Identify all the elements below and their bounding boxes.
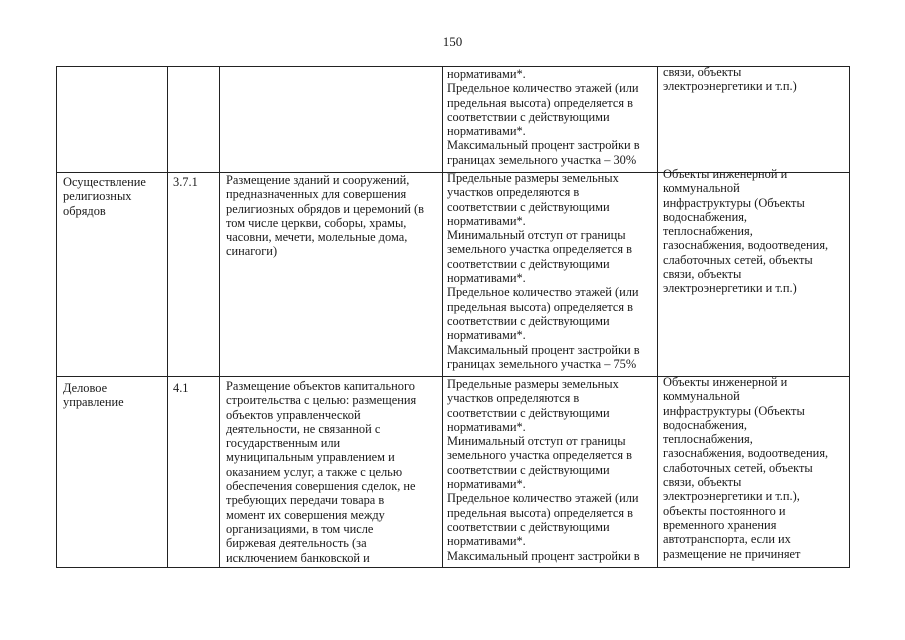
row-1-name-cell: Осуществление религиозных обрядов <box>63 175 146 218</box>
row-0-infrastructure-cell: связи, объекты электроэнергетики и т.п.) <box>663 65 797 94</box>
row-2-code-cell: 4.1 <box>173 381 189 395</box>
row-0-code-cell <box>173 68 217 171</box>
row-1-parameters-cell: Предельные размеры земельных участков определяются в соответствии с действующими нормативами*. Минимальный отступ от границы земельного участка определяется в соответствии с действующими нормативами*. Предельное количество этажей (или предельная высота) определяется в соответствии с действующими нормативами*. Максимальный процент застройки в границах земельного участка – 75% <box>447 171 640 371</box>
column-separator <box>219 67 220 567</box>
page-number: 150 <box>442 34 463 49</box>
row-1-infrastructure-cell: Объекты инженерной и коммунальной инфраструктуры (Объекты водоснабжения, теплоснабжения, газоснабжения, водоотведения, слаботочных сетей, объекты связи, объекты электроэнергетики и т.п.) <box>663 167 829 296</box>
row-0-parameters-cell: нормативами*. Предельное количество этажей (или предельная высота) определяется в соответствии с действующими нормативами*. Максимальный процент застройки в границах земельного участка – 30% <box>447 67 640 167</box>
row-0-description-cell <box>226 68 439 171</box>
land-use-table <box>56 66 850 568</box>
column-separator <box>442 67 443 567</box>
row-2-name-cell: Деловое управление <box>63 381 124 410</box>
column-separator <box>167 67 168 567</box>
row-1-description-cell: Размещение зданий и сооружений, предназначенных для совершения религиозных обрядов и церемоний (в том числе церкви, соборы, храмы, часовни, мечети, молельные дома, синагоги) <box>226 173 424 259</box>
column-separator <box>657 67 658 567</box>
row-0-name-cell <box>63 68 163 171</box>
row-2-parameters-cell: Предельные размеры земельных участков определяются в соответствии с действующими нормативами*. Минимальный отступ от границы земельного участка определяется в соответствии с действующими нормативами*. Предельное количество этажей (или предельная высота) определяется в соответствии с действующими нормативами*. Максимальный процент застройки в <box>447 377 640 563</box>
row-1-code-cell: 3.7.1 <box>173 175 198 189</box>
row-2-description-cell: Размещение объектов капитального строительства с целью: размещения объектов управленческой деятельности, не связанной с государственным или муниципальным управлением и оказанием услуг, а также с целью обеспечения совершения сделок, не требующих передачи товара в момент их совершения между организациями, в том числе биржевая деятельность (за исключением банковской и <box>226 379 417 565</box>
row-2-infrastructure-cell: Объекты инженерной и коммунальной инфраструктуры (Объекты водоснабжения, теплоснабжения, газоснабжения, водоотведения, слаботочных сетей, объекты связи, объекты электроэнергетики и т.п.), объекты постоянного и временного хранения автотранспорта, если их размещение не причиняет <box>663 375 829 561</box>
